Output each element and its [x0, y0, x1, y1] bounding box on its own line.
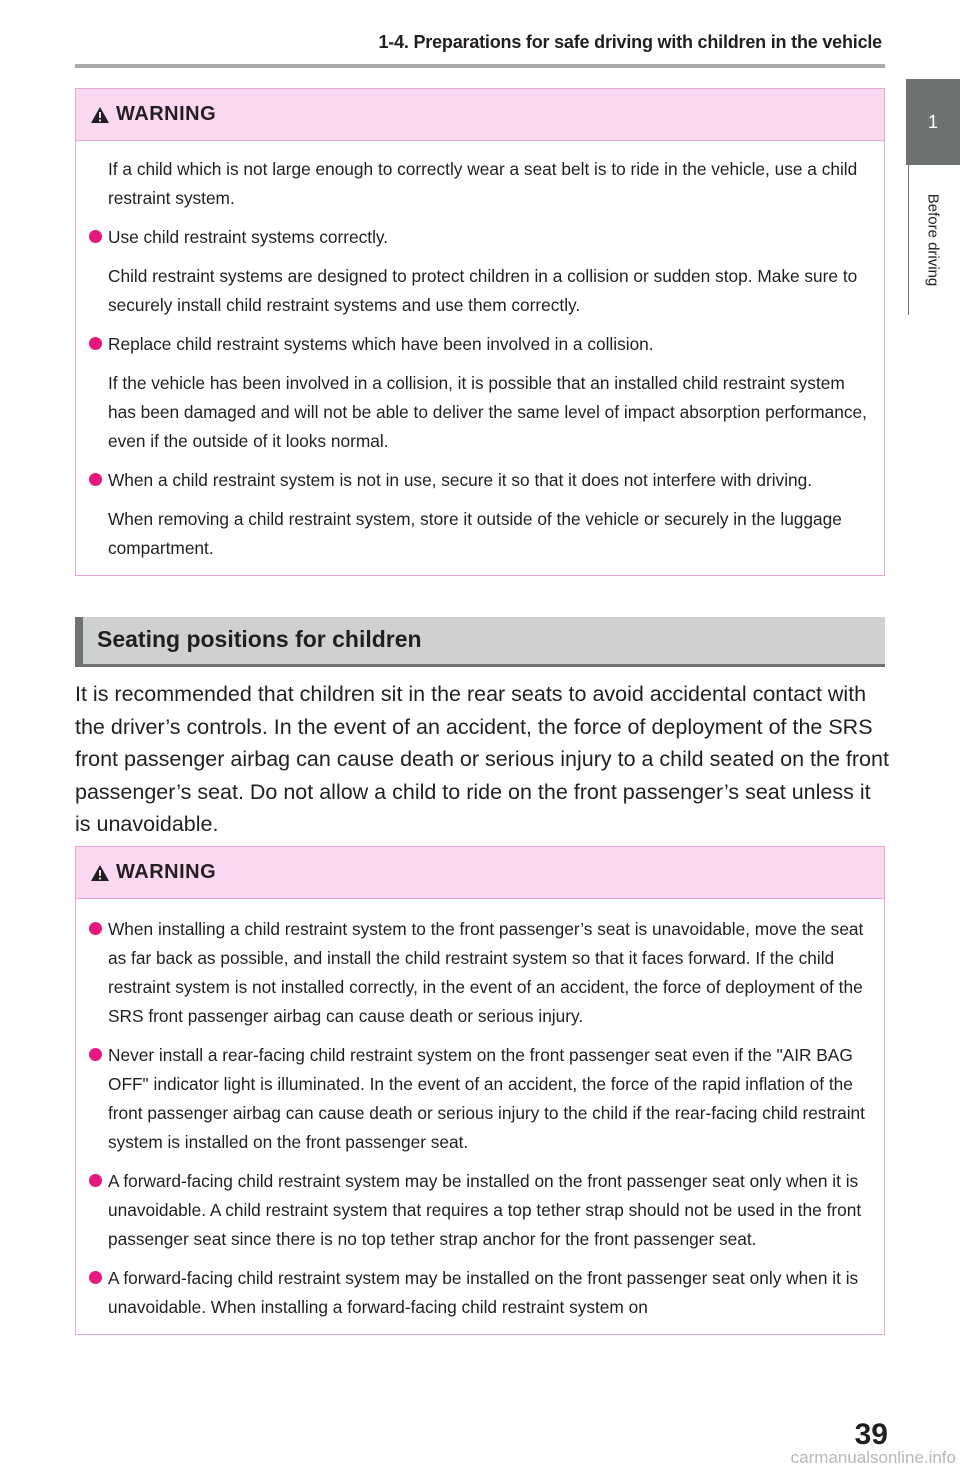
chapter-label: Before driving — [924, 193, 942, 287]
warning-bullet-item: Use child restraint systems correctly. — [108, 223, 870, 252]
side-divider — [908, 165, 909, 315]
bullet-icon — [89, 230, 102, 243]
warning-paragraph: If a child which is not large enough to correctly wear a seat belt is to ride in the vehicle, use a child restraint system. — [108, 159, 858, 208]
warning-body — [76, 899, 884, 1334]
bullet-icon — [89, 1174, 102, 1187]
warning-bullet-item: When a child restraint system is not in use, secure it so that it does not interfere with driving. — [108, 466, 870, 495]
section-intro-text: It is recommended that children sit in the rear seats to avoid accidental contact with the driver’s controls. In the event of an accident, the force of deployment of the SRS front passenger airbag can cause death or serious injury to a child seated on the front passenger’s seat. Do not allow a child to ride on the front passenger’s seat unless it is unavoidable. — [75, 682, 889, 836]
chapter-number: 1 — [927, 111, 938, 132]
warning-bullet-item: A forward-facing child restraint system may be installed on the front passenger seat only when it is unavoidable. When installing a forward-facing child restraint system on — [108, 1264, 870, 1322]
warning-body — [76, 141, 884, 575]
warning-bullet-item: A forward-facing child restraint system may be installed on the front passenger seat only when it is unavoidable. A child restraint system that requires a top tether strap should not be used in the front passenger seat since there is no top tether strap anchor for the front passenger seat. — [108, 1167, 870, 1254]
warning-title: WARNING — [116, 103, 217, 125]
warning-triangle-icon — [90, 106, 110, 124]
warning-triangle-icon — [90, 864, 110, 882]
bullet-icon — [89, 1048, 102, 1061]
page-header-title: 1-4. Preparations for safe driving with children in the vehicle — [378, 32, 882, 52]
watermark-text: carmanualsonline.info — [790, 1448, 956, 1467]
warning-bullet-item: Never install a rear-facing child restraint system on the front passenger seat even if the "AIR BAG OFF" indicator light is illuminated. In the event of an accident, the force of the rapid inflation of the front passenger airbag can cause death or serious injury to the child if the rear-facing child restraint system is installed on the front passenger seat. — [108, 1041, 870, 1157]
warning-header — [76, 89, 884, 141]
bullet-icon — [89, 922, 102, 935]
section-heading — [75, 617, 885, 667]
warning-paragraph: Child restraint systems are designed to protect children in a collision or sudden stop. Make sure to securely install child restraint systems and use them correctly. — [108, 266, 858, 315]
warning-title: WARNING — [116, 861, 217, 883]
warning-paragraph: If the vehicle has been involved in a collision, it is possible that an installed child restraint system has been damaged and will not be able to deliver the same level of impact absorption performance, even if the outside of it looks normal. — [108, 373, 867, 451]
warning-box-2 — [75, 846, 885, 1335]
page-number: 39 — [854, 1418, 888, 1451]
warning-bullet-item: Replace child restraint systems which have been involved in a collision. — [108, 330, 870, 359]
warning-header — [76, 847, 884, 899]
bullet-icon — [89, 473, 102, 486]
section-accent-bar — [75, 617, 83, 664]
chapter-tab — [906, 79, 960, 165]
warning-paragraph: When removing a child restraint system, store it outside of the vehicle or securely in the luggage compartment. — [108, 509, 842, 558]
warning-box-1 — [75, 88, 885, 576]
bullet-icon — [89, 1271, 102, 1284]
bullet-icon — [89, 337, 102, 350]
header-rule — [75, 64, 885, 68]
warning-bullet-item: When installing a child restraint system to the front passenger’s seat is unavoidable, move the seat as far back as possible, and install the child restraint system so that it faces forward. If the child restraint system is not installed correctly, in the event of an accident, the force of deployment of the SRS front passenger airbag can cause death or serious injury. — [108, 915, 870, 1031]
section-title: Seating positions for children — [97, 626, 422, 652]
